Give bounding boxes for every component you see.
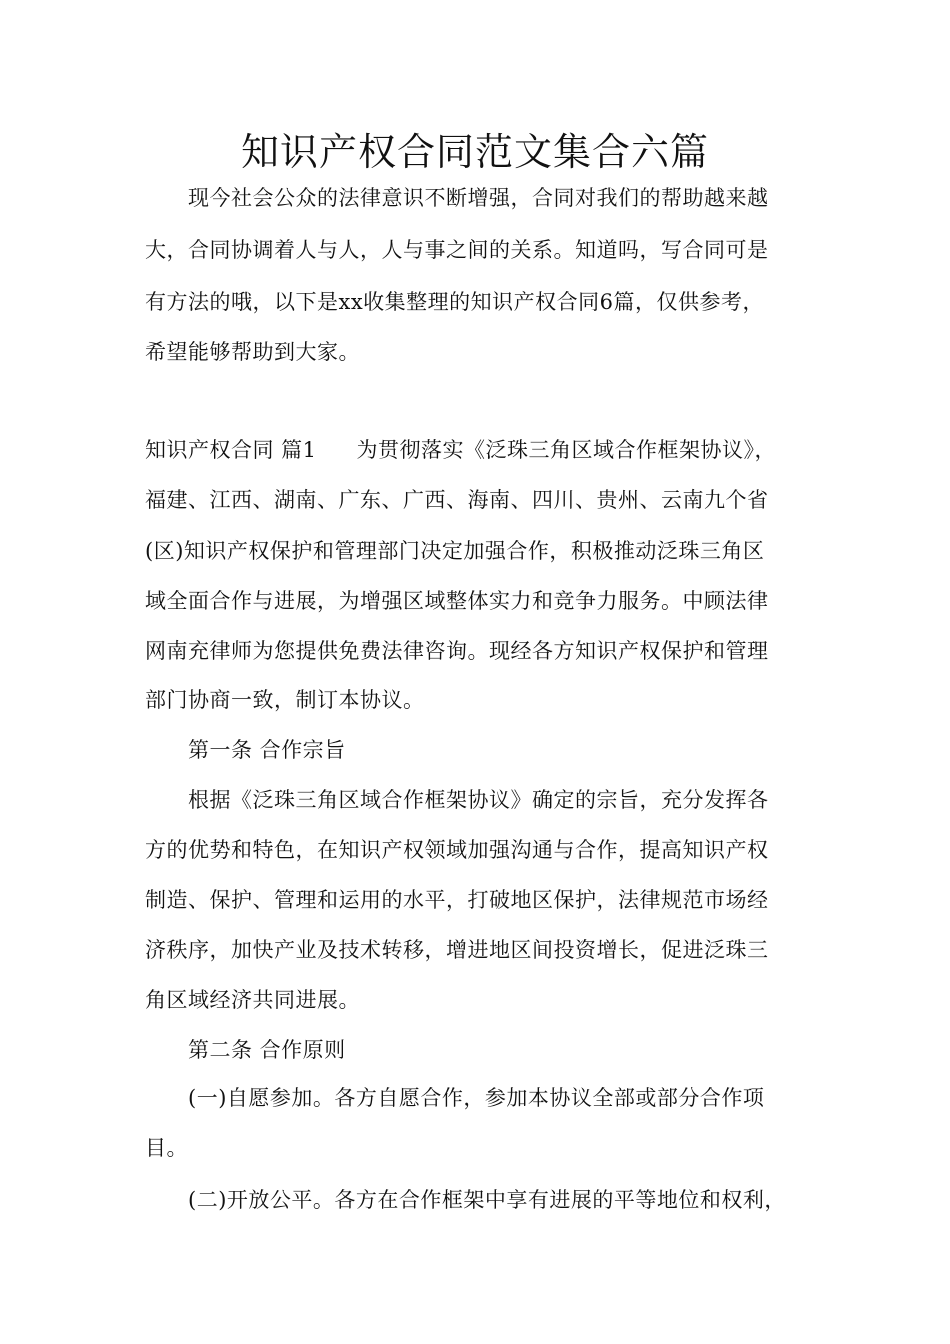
paragraph-line: 福建、江西、湖南、广东、广西、海南、四川、贵州、云南九个省 xyxy=(145,488,769,512)
section-first-line xyxy=(145,435,776,465)
paragraph-line: (二)开放公平。各方在合作框架中享有进展的平等地位和权利， xyxy=(188,1188,786,1212)
paragraph-line: 网南充律师为您提供免费法律咨询。现经各方知识产权保护和管理 xyxy=(145,639,769,663)
paragraph-line: 制造、保护、管理和运用的水平，打破地区保护，法律规范市场经 xyxy=(145,888,769,912)
paragraph-line: (一)自愿参加。各方自愿合作，参加本协议全部或部分合作项 xyxy=(188,1086,765,1110)
intro-line: 希望能够帮助到大家。 xyxy=(145,340,360,364)
paragraph-line: (区)知识产权保护和管理部门决定加强合作，积极推动泛珠三角区 xyxy=(145,539,765,563)
article-heading: 第一条 合作宗旨 xyxy=(188,738,346,762)
document-title: 知识产权合同范文集合六篇 xyxy=(240,130,709,174)
paragraph-line: 域全面合作与进展，为增强区域整体实力和竞争力服务。中顾法律 xyxy=(145,589,769,613)
intro-line: 大，合同协调着人与人，人与事之间的关系。知道吗，写合同可是 xyxy=(145,238,769,262)
intro-line: 现今社会公众的法律意识不断增强，合同对我们的帮助越来越 xyxy=(188,186,769,210)
paragraph-line: 角区域经济共同进展。 xyxy=(145,988,360,1012)
paragraph-line: 方的优势和特色，在知识产权领域加强沟通与合作，提高知识产权 xyxy=(145,838,769,862)
intro-line: 有方法的哦，以下是xx收集整理的知识产权合同6篇，仅供参考， xyxy=(145,290,765,314)
paragraph-line: 根据《泛珠三角区域合作框架协议》确定的宗旨，充分发挥各 xyxy=(188,788,769,812)
article-heading: 第二条 合作原则 xyxy=(188,1038,346,1062)
section-heading: 知识产权合同 篇1 xyxy=(145,438,317,462)
paragraph-line: 部门协商一致，制订本协议。 xyxy=(145,688,425,712)
section-opening-text: 为贯彻落实《泛珠三角区域合作框架协议》， xyxy=(356,438,777,462)
paragraph-line: 目。 xyxy=(145,1136,188,1160)
paragraph-line: 济秩序，加快产业及技术转移，增进地区间投资增长，促进泛珠三 xyxy=(145,938,769,962)
